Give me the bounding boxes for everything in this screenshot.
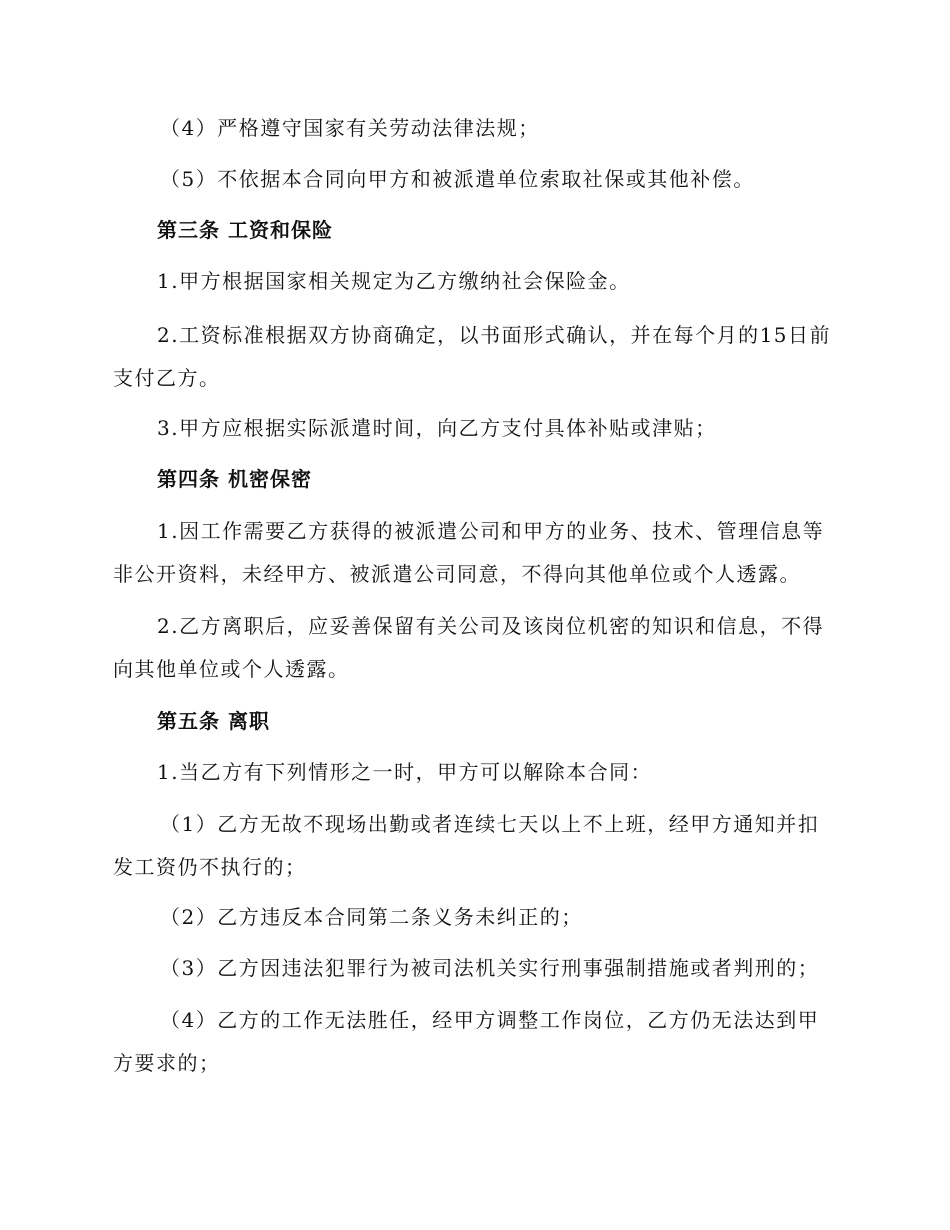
paragraph-line: 发工资仍不执行的； — [113, 855, 307, 879]
clause-item-4: （4）严格遵守国家有关劳动法律法规； — [160, 116, 540, 140]
section-heading-article-5: 第五条 离职 — [157, 709, 270, 733]
paragraph-line: 1.当乙方有下列情形之一时，甲方可以解除本合同： — [157, 760, 653, 784]
paragraph-line: 向其他单位或个人透露。 — [113, 657, 350, 681]
clause-item-1: （1）乙方无故不现场出勤或者连续七天以上不上班，经甲方通知并扣 — [160, 812, 820, 836]
clause-item-3: （3）乙方因违法犯罪行为被司法机关实行刑事强制措施或者判刑的； — [160, 956, 820, 980]
paragraph-line: 非公开资料，未经甲方、被派遣公司同意，不得向其他单位或个人透露。 — [113, 562, 801, 586]
paragraph-line: 支付乙方。 — [113, 366, 221, 390]
clause-item-5: （5）不依据本合同向甲方和被派遣单位索取社保或其他补偿。 — [160, 167, 755, 191]
paragraph-line: 1.甲方根据国家相关规定为乙方缴纳社会保险金。 — [157, 269, 631, 293]
clause-item-4b: （4）乙方的工作无法胜任，经甲方调整工作岗位，乙方仍无法达到甲 — [160, 1008, 820, 1032]
clause-item-2: （2）乙方违反本合同第二条义务未纠正的； — [160, 905, 583, 929]
paragraph-line: 2.乙方离职后，应妥善保留有关公司及该岗位机密的知识和信息，不得 — [157, 614, 825, 638]
paragraph-line: 3.甲方应根据实际派遣时间，向乙方支付具体补贴或津贴； — [157, 416, 717, 440]
paragraph-line: 方要求的； — [113, 1051, 221, 1075]
paragraph-line: 2.工资标准根据双方协商确定，以书面形式确认，并在每个月的15日前 — [157, 323, 832, 347]
section-heading-article-3: 第三条 工资和保险 — [157, 218, 333, 242]
section-heading-article-4: 第四条 机密保密 — [157, 467, 312, 491]
paragraph-line: 1.因工作需要乙方获得的被派遣公司和甲方的业务、技术、管理信息等 — [157, 519, 825, 543]
